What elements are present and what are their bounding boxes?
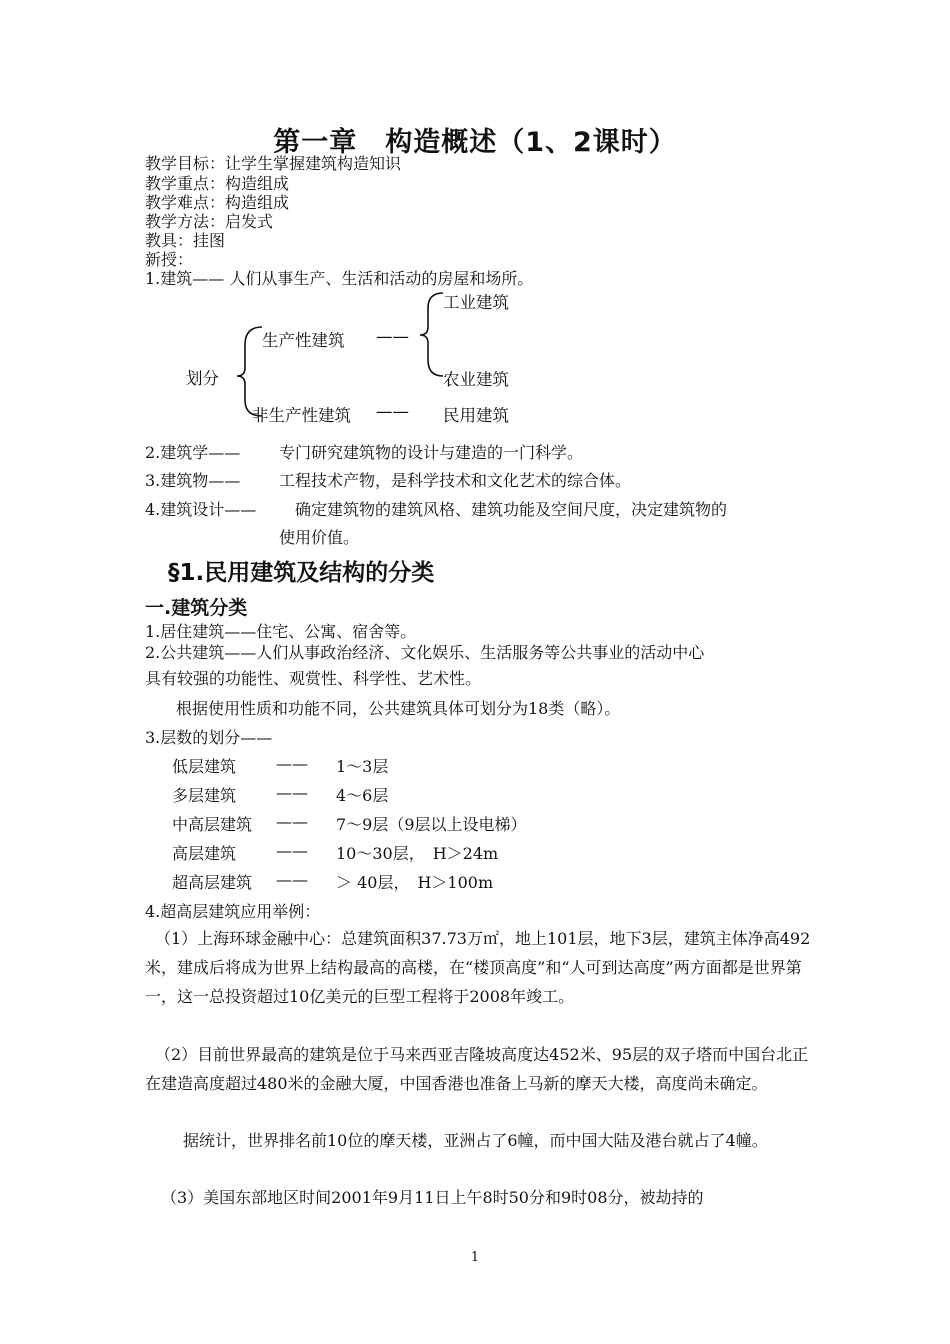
definition-4-term: 4.建筑设计——	[145, 500, 257, 519]
definition-3-text: 工程技术产物，是科学技术和文化艺术的综合体。	[279, 471, 632, 490]
meta-new: 新授：	[145, 250, 194, 269]
class-2-line-1: 2.公共建筑——人们从事政治经济、文化娱乐、生活服务等公共事业的活动中心	[145, 643, 705, 662]
class-4: 4.超高层建筑应用举例：	[145, 902, 321, 921]
example-paragraph-3: （3）美国东部地区时间2001年9月11日上午8时50分和9时08分，被劫持的	[161, 1188, 704, 1207]
diagram-industry: 工业建筑	[443, 293, 509, 312]
floor-dash: ——	[276, 841, 308, 860]
floor-range: 4～6层	[336, 786, 389, 805]
meta-key: 教学重点：构造组成	[145, 174, 290, 193]
example-paragraph-2: （2）目前世界最高的建筑是位于马来西亚吉隆坡高度达452米、95层的双子塔而中国台北正在建造高度超过480米的金融大厦，中国香港也准备上马新的摩天大楼，高度尚未确定。	[145, 1045, 809, 1093]
subsection-heading: 一.建筑分类	[145, 597, 248, 619]
floor-name: 低层建筑	[172, 757, 237, 776]
diagram-production-dash: ——	[376, 327, 409, 346]
definition-4-continued: 使用价值。	[279, 528, 360, 547]
floor-range: 7～9层（9层以上设电梯）	[336, 815, 527, 834]
meta-tools: 教具：挂图	[145, 231, 226, 250]
class-3: 3.层数的划分——	[145, 728, 273, 747]
definition-2-text: 专门研究建筑物的设计与建造的一门科学。	[279, 443, 584, 462]
floor-range: 1～3层	[336, 757, 389, 776]
floor-dash: ——	[276, 754, 308, 773]
diagram-civil: 民用建筑	[443, 406, 509, 425]
floor-dash: ——	[276, 870, 308, 889]
diagram-production: 生产性建筑	[262, 331, 345, 350]
meta-goal: 教学目标：让学生掌握建筑构造知识	[145, 154, 402, 173]
meta-difficulty: 教学难点：构造组成	[145, 193, 290, 212]
section-heading: §1.民用建筑及结构的分类	[168, 560, 435, 586]
class-2-note: 根据使用性质和功能不同，公共建筑具体可划分为18类（略）。	[176, 699, 621, 718]
floor-name: 超高层建筑	[172, 873, 253, 892]
floor-dash: ——	[276, 783, 308, 802]
chapter-title: 第一章 构造概述（1、2课时）	[273, 127, 677, 158]
floor-name: 高层建筑	[172, 844, 237, 863]
example-paragraph-1: （1）上海环球金融中心：总建筑面积37.73万㎡，地上101层，地下3层，建筑主体净高492米，建成后将成为世界上结构最高的高楼，在“楼顶高度”和“人可到达高度”两方面都是世界第一，这一总投资超过10亿美元的巨型工程将于2008年竣工。	[145, 929, 811, 1006]
floor-range: 10～30层， H＞24m	[336, 844, 499, 863]
definition-1: 1.建筑—— 人们从事生产、生活和活动的房屋和场所。	[145, 269, 534, 288]
page-number: 1	[470, 1250, 480, 1265]
floor-range: ＞ 40层， H＞100m	[336, 873, 494, 892]
class-1: 1.居住建筑——住宅、公寓、宿舍等。	[145, 622, 417, 641]
definition-2-term: 2.建筑学——	[145, 443, 241, 462]
diagram-nonproduction: 非生产性建筑	[252, 406, 351, 425]
floor-name: 多层建筑	[172, 786, 237, 805]
meta-method: 教学方法：启发式	[145, 212, 274, 231]
diagram-agriculture: 农业建筑	[443, 370, 509, 389]
statistics-paragraph: 据统计，世界排名前10位的摩天楼，亚洲占了6幢，而中国大陆及港台就占了4幢。	[183, 1131, 768, 1150]
diagram-root: 划分	[186, 369, 219, 388]
definition-3-term: 3.建筑物——	[145, 471, 241, 490]
class-2-line-2: 具有较强的功能性、观赏性、科学性、艺术性。	[145, 669, 482, 688]
floor-name: 中高层建筑	[172, 815, 253, 834]
floor-dash: ——	[276, 812, 308, 831]
diagram-nonproduction-dash: ——	[376, 402, 409, 421]
definition-4-text: 确定建筑物的建筑风格、建筑功能及空间尺度，决定建筑物的	[295, 500, 728, 519]
